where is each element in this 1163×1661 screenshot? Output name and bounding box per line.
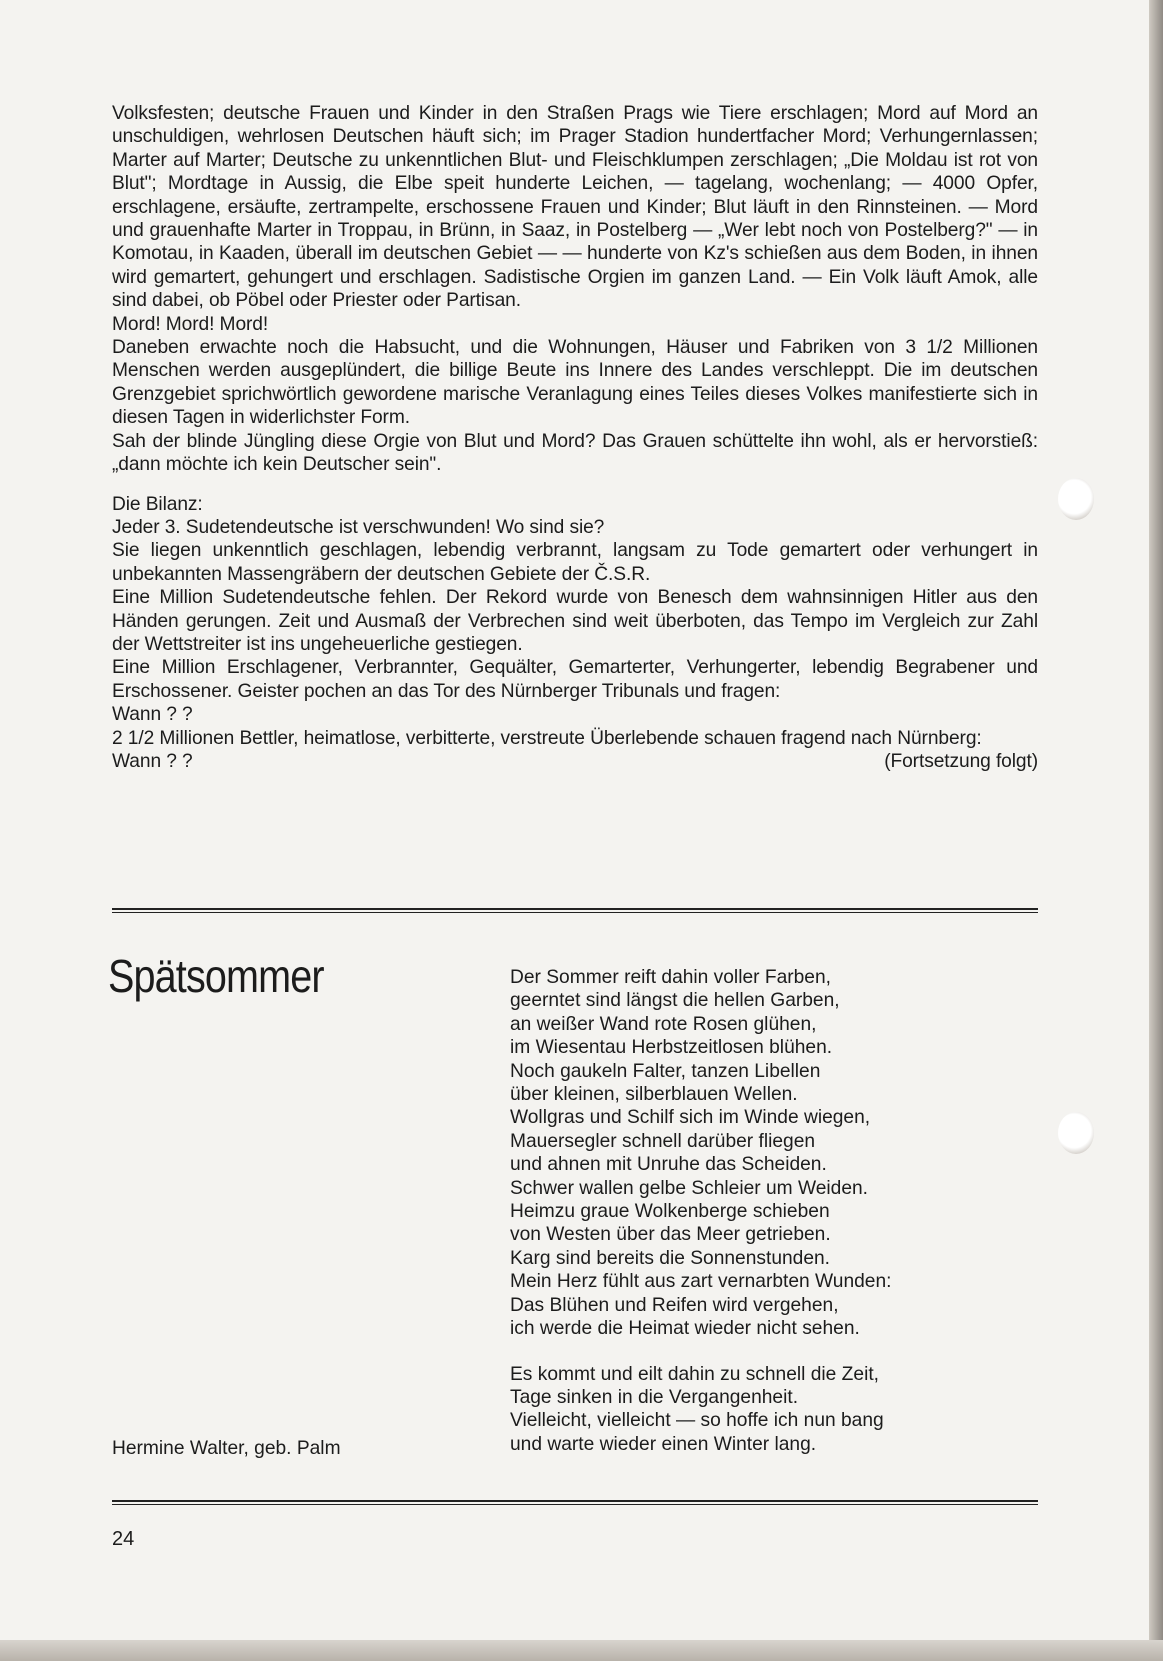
article-paragraph: Die Bilanz:: [112, 493, 203, 515]
article-paragraph: Mord! Mord! Mord!: [112, 313, 269, 335]
article-paragraph: Wann ? ?: [112, 704, 193, 726]
poem-line: und ahnen mit Unruhe das Scheiden.: [510, 1154, 827, 1176]
poem-line: an weißer Wand rote Rosen glühen,: [510, 1013, 817, 1035]
article-paragraph: Eine Million Sudetendeutsche fehlen. Der Rekord wurde von Benesch dem wahnsinnigen Hitler aus den Händen gerungen. Zeit und Ausmaß der Verbrechen sind weit überboten, das Tempo im Vergleich zur Zahl der Wettstreiter ist ins ungeheuerliche gestiegen.: [112, 587, 1038, 655]
punch-hole-icon: [1058, 478, 1094, 520]
article-paragraph: Volksfesten; deutsche Frauen und Kinder in den Straßen Prags wie Tiere erschlagen; Mord auf Mord an unschuldigen, wehrlosen Deutschen häuft sich; im Prager Stadion hundertfacher Mord; Verhungernlassen; Marter auf Marter; Deutsche zu unkenntlichen Blut- und Fleischklumpen zerschlagen; „Die Moldau ist rot von Blut"; Mordtage in Aussig, die Elbe speit hunderte Leichen, — tagelang, wochenlang; — 4000 Opfer, erschlagene, ersäufte, zertrampelte, erschossene Frauen und Kinder; Blut läuft in den Rinnsteinen. — Mord und grauenhafte Marter in Troppau, in Brünn, in Saaz, in Postelberg — „Wer lebt noch von Postelberg?" — in Komotau, in Kaaden, überall im deutschen Gebiet — — hunderte von Kz's schießen aus dem Boden, in ihnen wird gemartert, gehungert und erschlagen. Sadistische Orgien im ganzen Land. — Ein Volk läuft Amok, alle sind dabei, ob Pöbel oder Priester oder Partisan.: [112, 103, 1038, 312]
article-paragraph: Sah der blinde Jüngling diese Orgie von Blut und Mord? Das Grauen schüttelte ihn wohl, als er hervorstieß: „dann möchte ich kein Deutscher sein".: [112, 430, 1038, 476]
poem-line: ich werde die Heimat wieder nicht sehen.: [510, 1318, 860, 1340]
poem-title: Spätsommer: [108, 950, 324, 1002]
article-paragraph: Eine Million Erschlagener, Verbrannter, Gequälter, Gemarterter, Verhungerter, lebendig Begrabener und Erschossener. Geister pochen an das Tor des Nürnberger Tribunals und fragen:: [112, 657, 1038, 702]
article-paragraph: Jeder 3. Sudetendeutsche ist verschwunden! Wo sind sie?: [112, 516, 605, 538]
poem-line: Vielleicht, vielleicht — so hoffe ich nun bang: [510, 1410, 884, 1432]
poem-line: über kleinen, silberblauen Wellen.: [510, 1084, 798, 1106]
bottom-divider: [112, 1500, 1038, 1505]
article-question: Wann ? ?: [112, 750, 193, 772]
continuation-note: (Fortsetzung folgt): [884, 750, 1038, 772]
poem-line: von Westen über das Meer getrieben.: [510, 1224, 831, 1246]
poem-line: Mein Herz fühlt aus zart vernarbten Wunden:: [510, 1271, 892, 1293]
article-paragraph: Sie liegen unkenntlich geschlagen, lebendig verbrannt, langsam zu Tode gemartert oder verhungert in unbekannten Massengräbern der deutschen Gebiete der Č.S.R.: [112, 540, 1038, 585]
poem-line: und warte wieder einen Winter lang.: [510, 1433, 817, 1455]
poem-line: Das Blühen und Reifen wird vergehen,: [510, 1294, 839, 1316]
poem-line: Tage sinken in die Vergangenheit.: [510, 1386, 799, 1408]
article-last-line: [112, 750, 1038, 773]
poem-line: Schwer wallen gelbe Schleier um Weiden.: [510, 1177, 868, 1199]
poem-stanza-2: [510, 1363, 1030, 1457]
poem-text: [510, 966, 1030, 1456]
poem-line: Wollgras und Schilf sich im Winde wiegen,: [510, 1107, 871, 1129]
page-edge: [1149, 0, 1163, 1661]
poem-line: Es kommt und eilt dahin zu schnell die Zeit,: [510, 1363, 880, 1385]
poem-line: Der Sommer reift dahin voller Farben,: [510, 967, 831, 988]
poem-line: Noch gaukeln Falter, tanzen Libellen: [510, 1060, 821, 1082]
poem-author: Hermine Walter, geb. Palm: [112, 1438, 341, 1459]
page-number: 24: [112, 1528, 135, 1550]
poem-line: Karg sind bereits die Sonnenstunden.: [510, 1247, 831, 1269]
article-text: [112, 102, 1038, 773]
section-divider: [112, 908, 1038, 913]
poem-stanza-1: [510, 966, 1030, 1341]
page-edge: [0, 1640, 1163, 1661]
poem-line: Heimzu graue Wolkenberge schieben: [510, 1201, 830, 1223]
poem-line: im Wiesentau Herbstzeitlosen blühen.: [510, 1037, 833, 1059]
punch-hole-icon: [1058, 1112, 1094, 1154]
article-paragraph: Daneben erwachte noch die Habsucht, und die Wohnungen, Häuser und Fabriken von 3 1/2 Millionen Menschen werden ausgeplündert, die billige Beute ins Innere des Landes verschleppt. Die im deutschen Grenzgebiet sprichwörtlich gewordene marische Veranlagung eines Teiles dieses Volkes manifestierte sich in diesen Tagen in widerlichster Form.: [112, 337, 1038, 429]
poem-line: geerntet sind längst die hellen Garben,: [510, 990, 840, 1012]
poem-line: Mauersegler schnell darüber fliegen: [510, 1130, 816, 1152]
article-paragraph: 2 1/2 Millionen Bettler, heimatlose, verbitterte, verstreute Überlebende schauen fragend nach Nürnberg:: [112, 727, 982, 749]
